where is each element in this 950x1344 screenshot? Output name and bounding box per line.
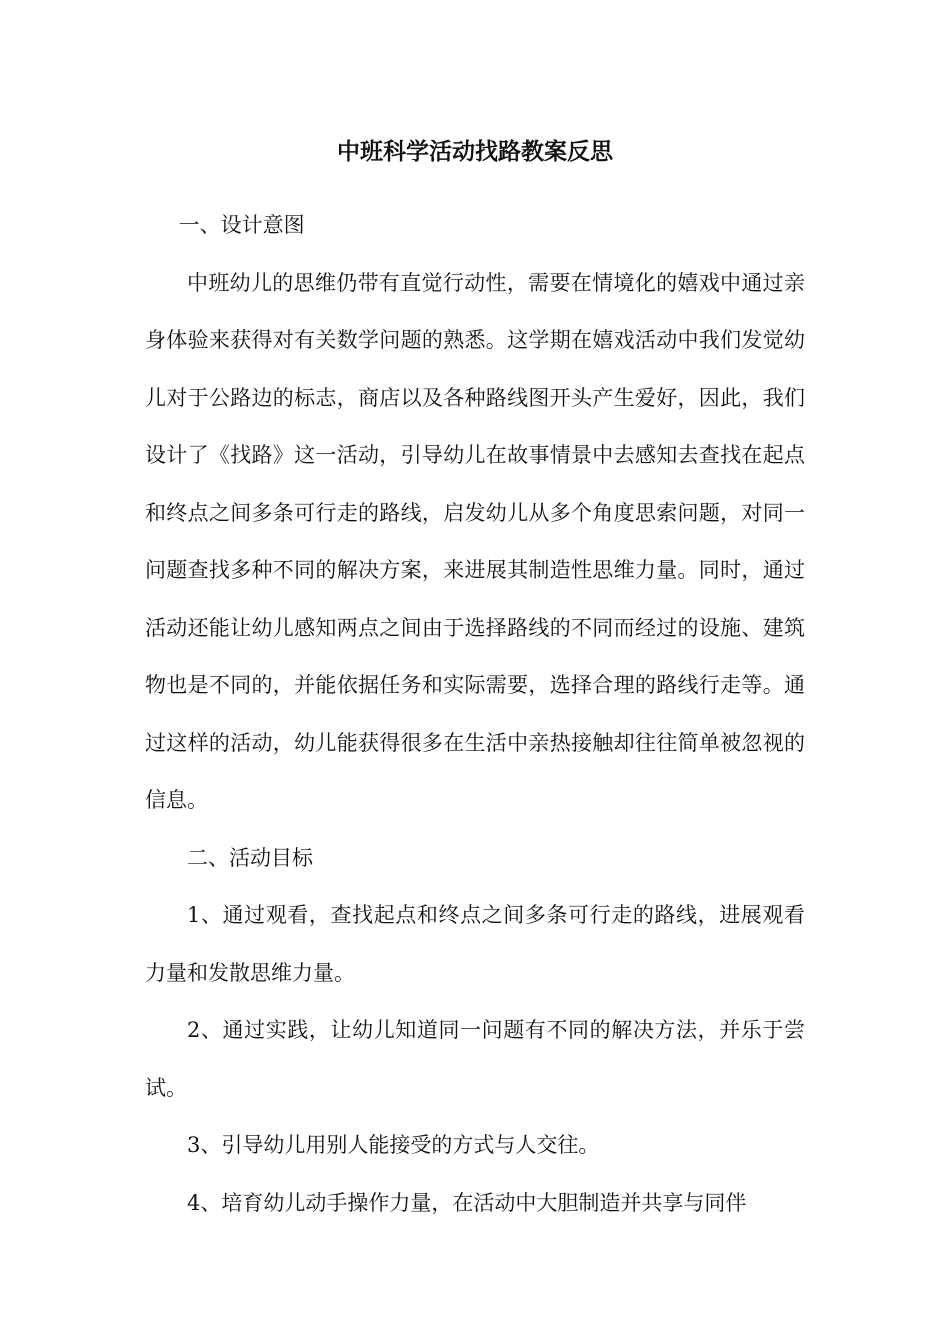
section-heading-activity-goals: 二、活动目标 — [187, 845, 313, 870]
document-body — [145, 197, 805, 1232]
goal-item-3: 3、引导幼儿用别人能接受的方式与人交往。 — [187, 1133, 600, 1157]
goal-item-1: 1、通过观看，查找起点和终点之间多条可行走的路线，进展观看力量和发散思维力量。 — [145, 903, 805, 985]
section-heading-design-intent: 一、设计意图 — [178, 213, 305, 237]
goal-item-4: 4、培育幼儿动手操作力量，在活动中大胆制造并共享与同伴 — [187, 1190, 747, 1215]
paragraph-design-intent: 中班幼儿的思维仍带有直觉行动性，需要在情境化的嬉戏中通过亲身体验来获得对有关数学问题的熟悉。这学期在嬉戏活动中我们发觉幼儿对于公路边的标志，商店以及各种路线图开头产生爱好，因此，我们设计了《找路》这一活动，引导幼儿在故事情景中去感知去查找在起点和终点之间多条可行走的路线，启发幼儿从多个角度思索问题，对同一问题查找多种不同的解决方案，来进展其制造性思维力量。同时，通过活动还能让幼儿感知两点之间由于选择路线的不同而经过的设施、建筑物也是不同的，并能依据任务和实际需要，选择合理的路线行走等。通过这样的活动，幼儿能获得很多在生活中亲热接触却往往简单被忽视的信息。 — [145, 270, 805, 812]
document-title: 中班科学活动找路教案反思 — [337, 138, 613, 165]
goal-item-2: 2、通过实践，让幼儿知道同一问题有不同的解决方法，并乐于尝试。 — [145, 1018, 805, 1100]
